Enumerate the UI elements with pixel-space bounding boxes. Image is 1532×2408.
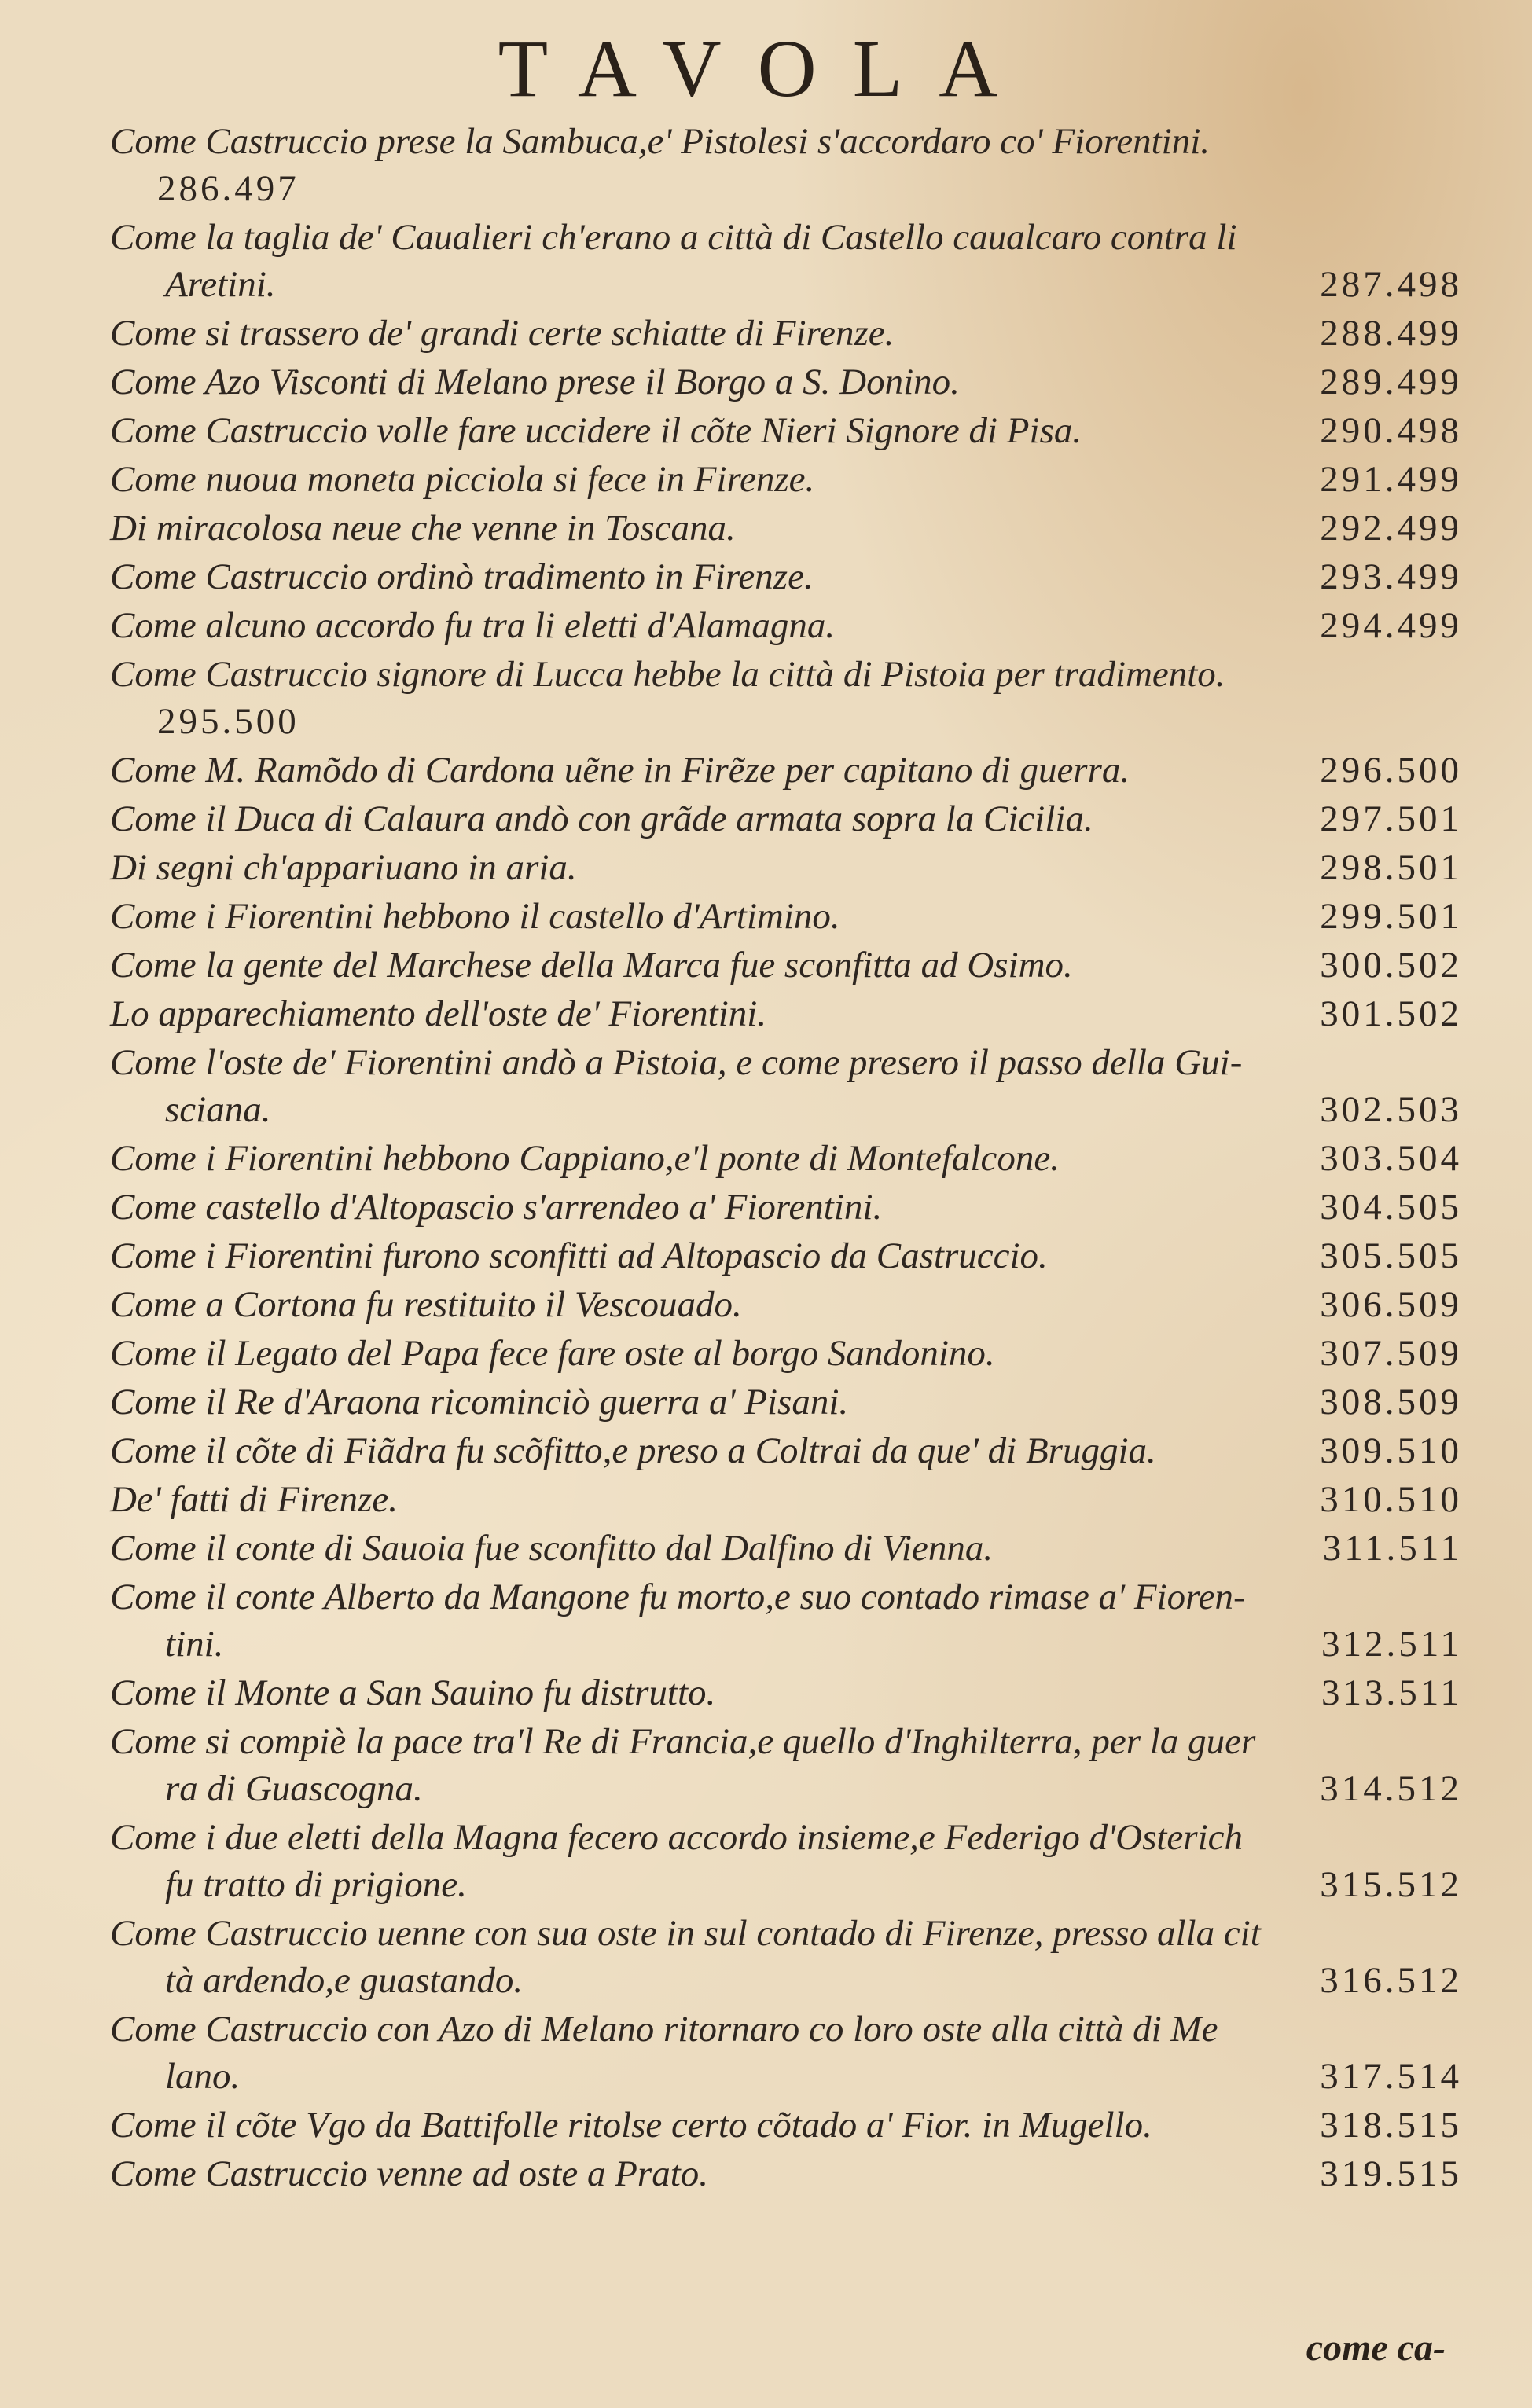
- index-entry: [110, 990, 1462, 1037]
- entry-title: Come il conte Alberto da Mangone fu morto,e suo contado rimase a' Fioren-: [110, 1577, 1246, 1617]
- page-number: 298.501: [1320, 847, 1462, 888]
- index-entry: [110, 1718, 1462, 1812]
- page-number: 300.502: [1320, 945, 1462, 986]
- index-entry: [110, 942, 1462, 989]
- entry-title: Come Castruccio volle fare uccidere il cõte Nieri Signore di Pisa.: [110, 410, 1082, 451]
- index-entry: [110, 1232, 1462, 1279]
- index-entry: [110, 214, 1462, 308]
- index-entry: [110, 1910, 1462, 2004]
- index-entry: [110, 358, 1462, 406]
- index-entry: [110, 844, 1462, 891]
- catchword: come ca-: [1306, 2327, 1446, 2369]
- page-number: 297.501: [1320, 798, 1462, 839]
- entry-title: Come nuoua moneta picciola si fece in Firenze.: [110, 459, 815, 500]
- entry-title: Come castello d'Altopascio s'arrendeo a' Fiorentini.: [110, 1187, 883, 1228]
- entry-title: Come l'oste de' Fiorentini andò a Pistoia, e come presero il passo della Gui-: [110, 1042, 1243, 1083]
- index-entry: [110, 1525, 1462, 1572]
- entry-title: Come i due eletti della Magna fecero accordo insieme,e Federigo d'Osterich: [110, 1817, 1243, 1858]
- index-entry: [110, 1184, 1462, 1231]
- page-number: 312.511: [1321, 1624, 1462, 1665]
- entry-title: Come il conte di Sauoia fue sconfitto dal Dalfino di Vienna.: [110, 1528, 994, 1569]
- index-entry: [110, 2006, 1462, 2100]
- index-entry: [110, 407, 1462, 454]
- entry-continuation: sciana.: [165, 1089, 271, 1130]
- page-number: 287.498: [1320, 264, 1462, 305]
- entry-continuation: lano.: [165, 2056, 241, 2097]
- index-entry: [110, 1573, 1462, 1668]
- index-entry: [110, 651, 1462, 745]
- page-number: 319.515: [1320, 2153, 1462, 2194]
- page-number: 311.511: [1322, 1528, 1462, 1569]
- page-number: 290.498: [1320, 410, 1462, 451]
- page-number: 306.509: [1320, 1284, 1462, 1325]
- entry-title: Come Castruccio signore di Lucca hebbe la città di Pistoia per tradimento.: [110, 654, 1225, 695]
- index-entry: [110, 553, 1462, 600]
- entry-title: Come si compiè la pace tra'l Re di Francia,e quello d'Inghilterra, per la guer: [110, 1721, 1256, 1762]
- index-entry: [110, 602, 1462, 649]
- index-entry: [110, 1427, 1462, 1474]
- index-entry: [110, 456, 1462, 503]
- entry-title: Come M. Ramõdo di Cardona uẽne in Firẽze per capitano di guerra.: [110, 750, 1130, 791]
- index-entry: [110, 1039, 1462, 1133]
- page-number: 318.515: [1320, 2105, 1462, 2146]
- index-entry: [110, 2101, 1462, 2149]
- entry-continuation: Aretini.: [165, 264, 276, 305]
- index-entry: [110, 310, 1462, 357]
- page-number: 296.500: [1320, 750, 1462, 791]
- index-entry: [110, 893, 1462, 940]
- index-entry: [110, 2150, 1462, 2197]
- entry-title: Come la taglia de' Caualieri ch'erano a città di Castello caualcaro contra li: [110, 217, 1237, 258]
- entry-title: Come Castruccio ordinò tradimento in Firenze.: [110, 556, 814, 597]
- entry-title: Come la gente del Marchese della Marca fue sconfitta ad Osimo.: [110, 945, 1073, 986]
- entry-title: Lo apparechiamento dell'oste de' Fiorentini.: [110, 993, 767, 1034]
- page-number: 303.504: [1320, 1138, 1462, 1179]
- page-number: 313.511: [1321, 1672, 1462, 1713]
- page-number: 291.499: [1320, 459, 1462, 500]
- page-number: 310.510: [1320, 1479, 1462, 1520]
- index-entry: [110, 1378, 1462, 1426]
- entry-title: Come Castruccio prese la Sambuca,e' Pistolesi s'accordaro co' Fiorentini.: [110, 121, 1211, 162]
- page-number: 304.505: [1320, 1187, 1462, 1228]
- entry-title: Come il Duca di Calaura andò con grãde armata sopra la Cicilia.: [110, 798, 1093, 839]
- entry-title: Di segni ch'appariuano in aria.: [110, 847, 577, 888]
- page-number: 295.500: [157, 701, 299, 742]
- page-number: 286.497: [157, 168, 299, 209]
- page-number: 309.510: [1320, 1430, 1462, 1471]
- entry-title: De' fatti di Firenze.: [110, 1479, 398, 1520]
- index-entry: [110, 1669, 1462, 1716]
- index-entry: [110, 1476, 1462, 1523]
- entry-continuation: fu tratto di prigione.: [165, 1864, 467, 1905]
- entry-title: Come il Monte a San Sauino fu distrutto.: [110, 1672, 716, 1713]
- entry-title: Come i Fiorentini hebbono il castello d'Artimino.: [110, 896, 840, 937]
- entry-title: Di miracolosa neue che venne in Toscana.: [110, 508, 736, 549]
- page-number: 293.499: [1320, 556, 1462, 597]
- entry-title: Come il cõte di Fiãdra fu scõfitto,e preso a Coltrai da que' di Bruggia.: [110, 1430, 1156, 1471]
- page-number: 316.512: [1320, 1960, 1462, 2001]
- entry-title: Come a Cortona fu restituito il Vescouado.: [110, 1284, 742, 1325]
- entry-title: Come Castruccio venne ad oste a Prato.: [110, 2153, 709, 2194]
- page-number: 301.502: [1320, 993, 1462, 1034]
- index-entry: [110, 1814, 1462, 1908]
- index-entry: [110, 505, 1462, 552]
- entry-title: Come i Fiorentini furono sconfitti ad Altopascio da Castruccio.: [110, 1235, 1048, 1276]
- page-number: 292.499: [1320, 508, 1462, 549]
- index-entry: [110, 1330, 1462, 1377]
- page-number: 302.503: [1320, 1089, 1462, 1130]
- page-number: 288.499: [1320, 313, 1462, 354]
- entry-continuation: tà ardendo,e guastando.: [165, 1960, 524, 2001]
- page-header: TAVOLA: [498, 24, 1034, 114]
- entry-title: Come Castruccio con Azo di Melano ritornaro co loro oste alla città di Me: [110, 2009, 1218, 2050]
- page-number: 299.501: [1320, 896, 1462, 937]
- entry-continuation: tini.: [165, 1624, 224, 1665]
- entry-title: Come Azo Visconti di Melano prese il Borgo a S. Donino.: [110, 362, 960, 402]
- index-entry: [110, 1281, 1462, 1328]
- index-entry: [110, 118, 1462, 212]
- entry-title: Come il Legato del Papa fece fare oste al borgo Sandonino.: [110, 1333, 995, 1374]
- page-number: 314.512: [1320, 1768, 1462, 1809]
- entry-title: Come il cõte Vgo da Battifolle ritolse certo cõtado a' Fior. in Mugello.: [110, 2105, 1152, 2146]
- entry-title: Come si trassero de' grandi certe schiatte di Firenze.: [110, 313, 895, 354]
- entry-title: Come i Fiorentini hebbono Cappiano,e'l ponte di Montefalcone.: [110, 1138, 1060, 1179]
- page-number: 315.512: [1320, 1864, 1462, 1905]
- page-number: 305.505: [1320, 1235, 1462, 1276]
- entry-title: Come Castruccio uenne con sua oste in sul contado di Firenze, presso alla cit: [110, 1913, 1261, 1954]
- index-entry: [110, 747, 1462, 794]
- page-number: 294.499: [1320, 605, 1462, 646]
- page-number: 289.499: [1320, 362, 1462, 402]
- entry-title: Come alcuno accordo fu tra li eletti d'Alamagna.: [110, 605, 836, 646]
- page-number: 307.509: [1320, 1333, 1462, 1374]
- page-number: 317.514: [1320, 2056, 1462, 2097]
- index-entry: [110, 1135, 1462, 1182]
- page-number: 308.509: [1320, 1382, 1462, 1422]
- entry-continuation: ra di Guascogna.: [165, 1768, 423, 1809]
- index-entry: [110, 795, 1462, 842]
- entry-title: Come il Re d'Araona ricominciò guerra a' Pisani.: [110, 1382, 849, 1422]
